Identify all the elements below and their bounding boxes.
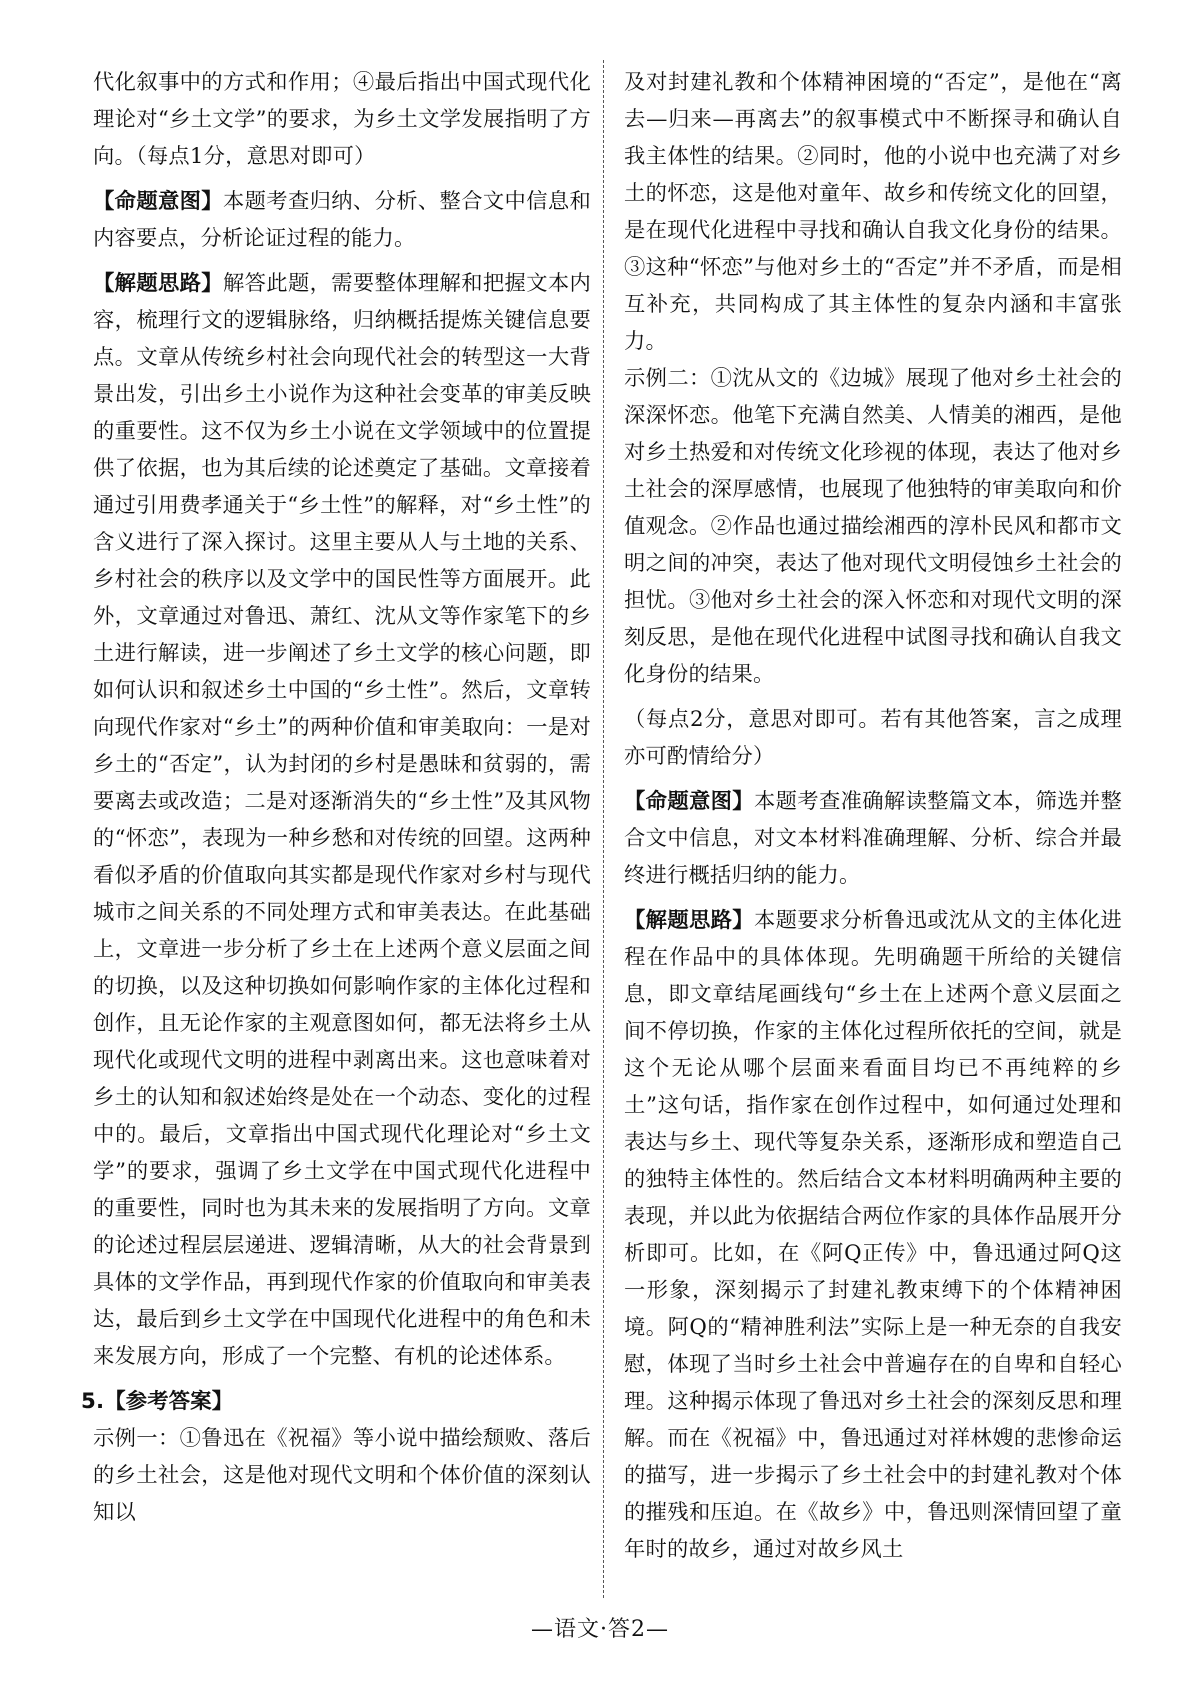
intent-text: 本题考查归纳、分析、整合文中信息和内容要点，分析论证过程的能力。: [93, 189, 592, 251]
intent-text-2: 本题考查准确解读整篇文本，筛选并整合文中信息，对文本材料准确理解、分析、综合并最终进行概括归纳的能力。: [624, 789, 1123, 888]
intent-tag: 【命题意图】: [93, 189, 223, 214]
intent-tag-2: 【命题意图】: [624, 789, 754, 814]
left-paragraph-1: 代化叙事中的方式和作用；④最后指出中国式现代化理论对“乡土文学”的要求，为乡土文学发展指明了方向。（每点1分，意思对即可）: [93, 70, 591, 169]
answer-example-1-cont: 及对封建礼教和个体精神困境的“否定”，是他在“离去—归来—再离去”的叙事模式中不断探寻和确认自我主体性的结果。②同时，他的小说中也充满了对乡土的怀恋，这是他对童年、故乡和传统文化的回望，是在现代化进程中寻找和确认自我文化身份的结果。③这种“怀恋”与他对乡土的“否定”并不矛盾，而是相互补充，共同构成了其主体性的复杂内涵和丰富张力。: [624, 70, 1122, 354]
answer-tag: 【参考答案】: [104, 1389, 234, 1414]
approach-tag-2: 【解题思路】: [624, 908, 754, 933]
right-paragraph-intent: [624, 783, 1122, 894]
question-5-heading: [81, 1383, 591, 1420]
approach-text-2: 本题要求分析鲁迅或沈从文的主体化进程在作品中的具体体现。先明确题干所给的关键信息，即文章结尾画线句“乡土在上述两个意义层面之间不停切换，作家的主体化过程所依托的空间，就是这个无论从哪个层面来看面目均已不再纯粹的乡土”这句话，指作家在创作过程中，如何通过处理和表达与乡土、现代等复杂关系，逐渐形成和塑造自己的独特主体性的。然后结合文本材料明确两种主要的表现，并以此为依据结合两位作家的具体作品展开分析即可。比如，在《阿Q正传》中，鲁迅通过阿Q这一形象，深刻揭示了封建礼教束缚下的个体精神困境。阿Q的“精神胜利法”实际上是一种无奈的自我安慰，体现了当时乡土社会中普遍存在的自卑和自轻心理。这种揭示体现了鲁迅对乡土社会的深刻反思和理解。而在《祝福》中，鲁迅通过对祥林嫂的悲惨命运的描写，进一步揭示了乡土社会中的封建礼教对个体的摧残和压迫。在《故乡》中，鲁迅则深情回望了童年时的故乡，通过对故乡风土: [624, 908, 1123, 1562]
left-paragraph-intent: [93, 183, 591, 257]
left-column: [81, 64, 592, 1531]
approach-text: 解答此题，需要整体理解和把握文本内容，梳理行文的逻辑脉络，归纳概括提炼关键信息要点。文章从传统乡村社会向现代社会的转型这一大背景出发，引出乡土小说作为这种社会变革的审美反映的重要性。这不仅为乡土小说在文学领域中的位置提供了依据，也为其后续的论述奠定了基础。文章接着通过引用费孝通关于“乡土性”的解释，对“乡土性”的含义进行了深入探讨。这里主要从人与土地的关系、乡村社会的秩序以及文学中的国民性等方面展开。此外，文章通过对鲁迅、萧红、沈从文等作家笔下的乡土进行解读，进一步阐述了乡土文学的核心问题，即如何认识和叙述乡土中国的“乡土性”。然后，文章转向现代作家对“乡土”的两种价值和审美取向：一是对乡土的“否定”，认为封闭的乡村是愚昧和贫弱的，需要离去或改造；二是对逐渐消失的“乡土性”及其风物的“怀恋”，表现为一种乡愁和对传统的回望。这两种看似矛盾的价值取向其实都是现代作家对乡村与现代城市之间关系的不同处理方式和审美表达。在此基础上，文章进一步分析了乡土在上述两个意义层面之间的切换，以及这种切换如何影响作家的主体化过程和创作，且无论作家的主观意图如何，都无法将乡土从现代化或现代文明的进程中剥离出来。这也意味着对乡土的认知和叙述始终是处在一个动态、变化的过程中的。最后，文章指出中国式现代化理论对“乡土文学”的要求，强调了乡土文学在中国式现代化进程中的重要性，同时也为其未来的发展指明了方向。文章的论述过程层层递进、逻辑清晰，从大的社会背景到具体的文学作品，再到现代作家的价值取向和审美表达，最后到乡土文学在中国现代化进程中的角色和未来发展方向，形成了一个完整、有机的论述体系。: [93, 271, 592, 1369]
right-paragraph-approach: [624, 902, 1122, 1568]
page-footer: —语文·答2—: [531, 1617, 669, 1642]
column-divider: [603, 60, 604, 1598]
answer-example-1-start: 示例一：①鲁迅在《祝福》等小说中描绘颓败、落后的乡土社会，这是他对现代文明和个体价值的深刻认知以: [93, 1426, 591, 1525]
right-column: [624, 64, 1122, 1568]
question-number: 5.: [81, 1389, 105, 1414]
approach-tag: 【解题思路】: [93, 271, 223, 296]
scoring-note: （每点2分，意思对即可。若有其他答案，言之成理亦可酌情给分）: [624, 707, 1122, 769]
answer-example-2: 示例二：①沈从文的《边城》展现了他对乡土社会的深深怀恋。他笔下充满自然美、人情美的湘西，是他对乡土热爱和对传统文化珍视的体现，表达了他对乡土社会的深厚感情，也展现了他独特的审美取向和价值观念。②作品也通过描绘湘西的淳朴民风和都市文明之间的冲突，表达了他对现代文明侵蚀乡土社会的担忧。③他对乡土社会的深入怀恋和对现代文明的深刻反思，是他在现代化进程中试图寻找和确认自我文化身份的结果。: [624, 366, 1122, 687]
left-paragraph-approach: [93, 265, 591, 1375]
